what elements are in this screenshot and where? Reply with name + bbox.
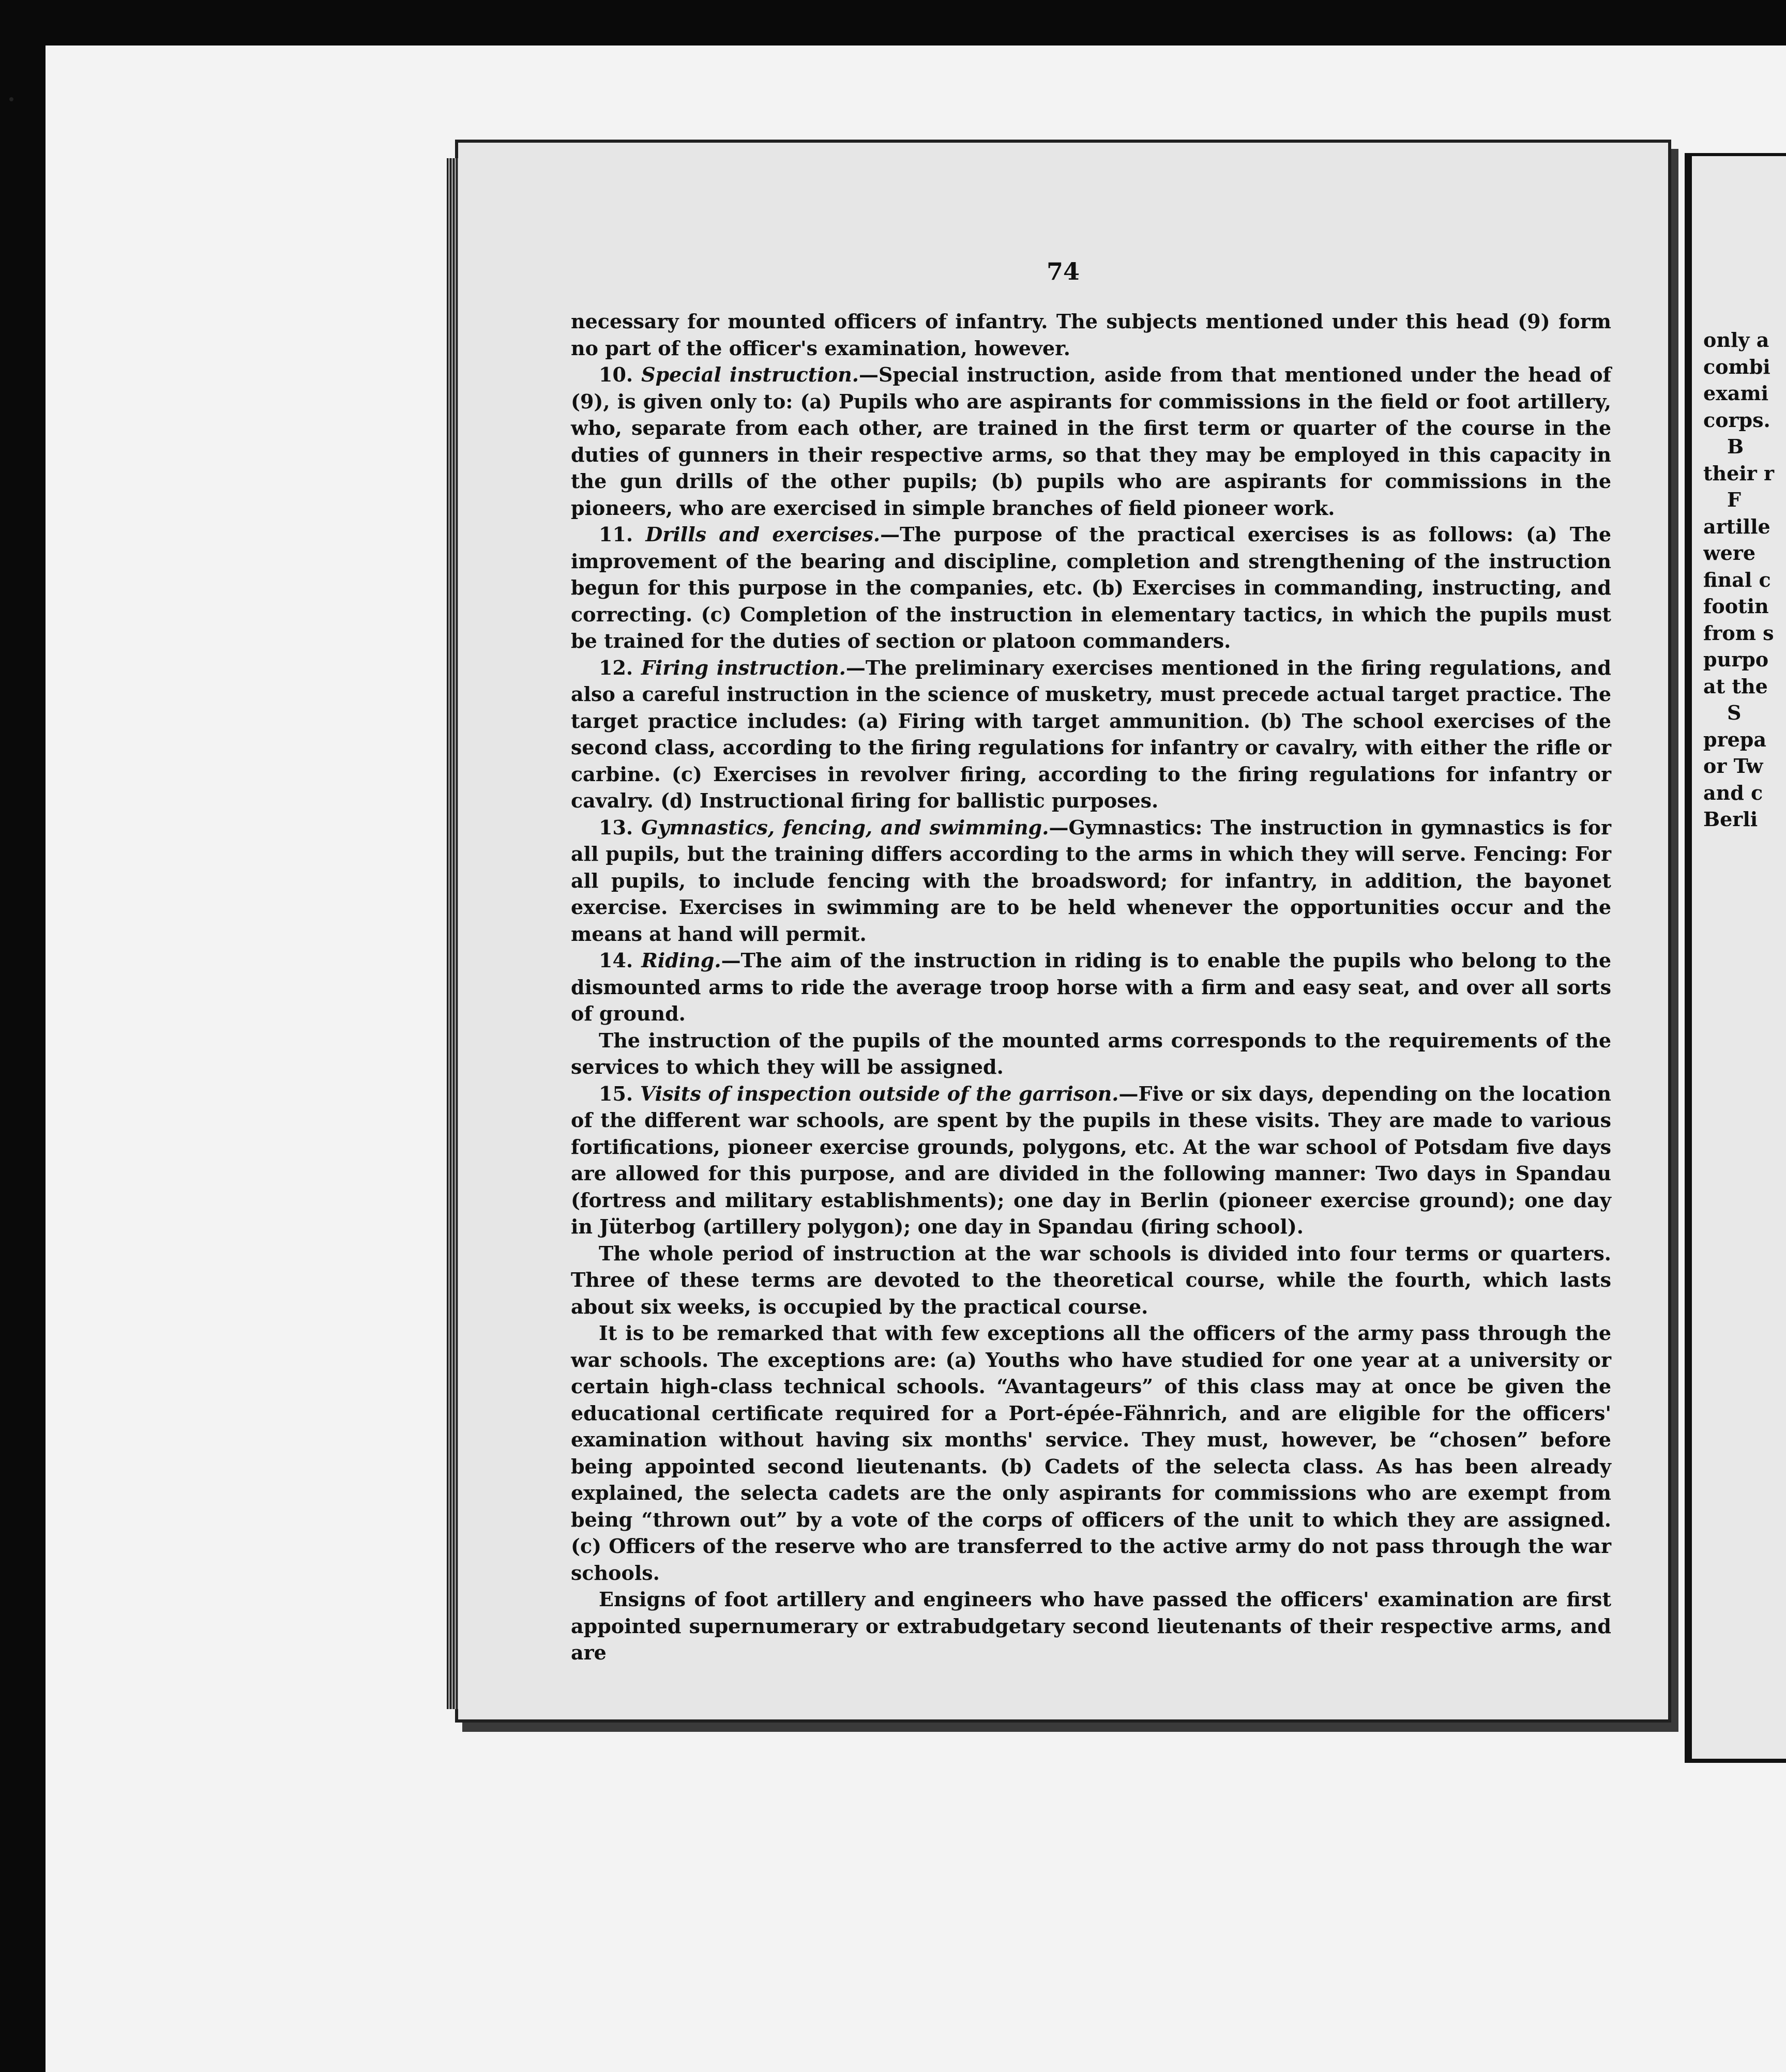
dust-speck [9,97,13,101]
right-page-text [1703,327,1786,833]
item-number: 10. [599,363,633,386]
item-number: 13. [599,815,633,839]
paragraph: 13. Gymnastics, fencing, and swimming.—Gymnastics: The instruction in gymnastics is for all pupils, but the training differs according to the arms in which they will serve. Fencing: For all pupils, to include fencing with the broadsword; for infantry, in addition, the bayonet exercise. Exercises in swimming are to be held whenever the opportunities occur and the means at hand will permit. [571,815,1611,946]
item-number: 14. [599,949,633,972]
fragment-line: B [1727,435,1744,458]
fragment-line: combi [1703,355,1770,378]
paragraph: 14. Riding.—The aim of the instruction in riding is to enable the pupils who belong to the dismounted arms to ride the average troop horse with a firm and easy seat, and over all sorts of ground. [571,949,1611,1025]
page-edges [447,158,458,1709]
right-page-fragment [1685,153,1786,1763]
paragraph: Ensigns of foot artillery and engineers who have passed the officers' examination are first appointed supernumerary or extrabudgetary second lieutenants of their respective arms, and are [571,1588,1611,1664]
page-number: 74 [1046,257,1080,285]
fragment-line: their r [1703,461,1775,485]
fragment-line: exami [1703,382,1769,405]
fragment-line: artille [1703,514,1770,538]
fragment-line: and c [1703,781,1763,804]
body-text [571,308,1611,1666]
item-heading: Riding. [641,949,721,972]
fragment-line: only a [1703,328,1769,352]
fragment-line: prepa [1703,727,1766,751]
fragment-line: final c [1703,568,1771,591]
paragraph: The instruction of the pupils of the mounted arms corresponds to the requirements of the services to which they will be assigned. [571,1028,1611,1078]
item-number: 11. [599,523,633,546]
item-heading: Drills and exercises. [645,523,881,546]
paragraph: 15. Visits of inspection outside of the garrison.—Five or six days, depending on the location of the different war schools, are spent by the pupils in these visits. They are made to various fortifications, pioneer exercise grounds, polygons, etc. At the war school of Potsdam five days are allowed for this purpose, and are divided in the following manner: Two days in Spandau (fortress and military establishments); one day in Berlin (pioneer exercise ground); one day in Jüterbog (artillery polygon); one day in Spandau (firing school). [571,1081,1611,1238]
fragment-line: at the [1703,674,1768,698]
item-heading: Special instruction. [641,363,859,386]
fragment-line: F [1727,488,1741,511]
fragment-line: footin [1703,595,1769,618]
paragraph: 10. Special instruction.—Special instruction, aside from that mentioned under the head of (9), is given only to: (a) Pupils who are aspirants for commissions in the field or foot artillery, who, separate from each other, are trained in the first term or quarter of the course in the duties of gunners in their respective arms, so that they may be employed in this capacity in the gun drills of the other pupils; (b) pupils who are aspirants for commissions in the pioneers, who are exercised in simple branches of field pioneer work. [571,363,1611,520]
paragraph: 11. Drills and exercises.—The purpose of the practical exercises is as follows: (a) The improvement of the bearing and discipline, completion and strengthening of the instruction begun for this purpose in the companies, etc. (b) Exercises in commanding, instructing, and correcting. (c) Completion of the instruction in elementary tactics, in which the pupils must be trained for the duties of section or platoon commanders. [571,523,1611,652]
paragraph: necessary for mounted officers of infantry. The subjects mentioned under this head (9) form no part of the officer's examination, however. [571,310,1611,360]
paragraph: The whole period of instruction at the war schools is divided into four terms or quarters. Three of these terms are devoted to the theoretical course, while the fourth, which lasts about six weeks, is occupied by the practical course. [571,1241,1611,1318]
item-heading: Visits of inspection outside of the garrison. [640,1081,1119,1105]
item-number: 15. [599,1081,633,1105]
fragment-line: or Tw [1703,754,1763,778]
left-page [455,140,1671,1723]
fragment-line: Berli [1703,808,1758,831]
fragment-line: S [1727,701,1742,724]
item-heading: Gymnastics, fencing, and swimming. [641,815,1049,839]
item-heading: Firing instruction. [641,656,846,679]
fragment-line: purpo [1703,648,1769,671]
paragraph: 12. Firing instruction.—The preliminary exercises mentioned in the firing regulations, and also a careful instruction in the science of musketry, must precede actual target practice. The target practice includes: (a) Firing with target ammunition. (b) The school exercises of the second class, according to the firing regulations for infantry or cavalry, with either the rifle or carbine. (c) Exercises in revolver firing, according to the firing regulations for infantry or cavalry. (d) Instructional firing for ballistic purposes. [571,656,1611,812]
fragment-line: from s [1703,621,1774,645]
fragment-line: were [1703,541,1756,565]
fragment-line: corps. [1703,408,1770,432]
paragraph: It is to be remarked that with few exceptions all the officers of the army pass through the war schools. The exceptions are: (a) Youths who have studied for one year at a university or certain high-class technical schools. “Avantageurs” of this class may at once be given the educational certificate required for a Port-épée-Fähnrich, and are eligible for the officers' examination without having six months' service. They must, however, be “chosen” before being appointed second lieutenants. (b) Cadets of the selecta class. As has been already explained, the selecta cadets are the only aspirants for commissions who are exempt from being “thrown out” by a vote of the corps of officers of the unit to which they are assigned. (c) Officers of the reserve who are transferred to the active army do not pass through the war schools. [571,1321,1611,1585]
item-number: 12. [599,656,633,679]
